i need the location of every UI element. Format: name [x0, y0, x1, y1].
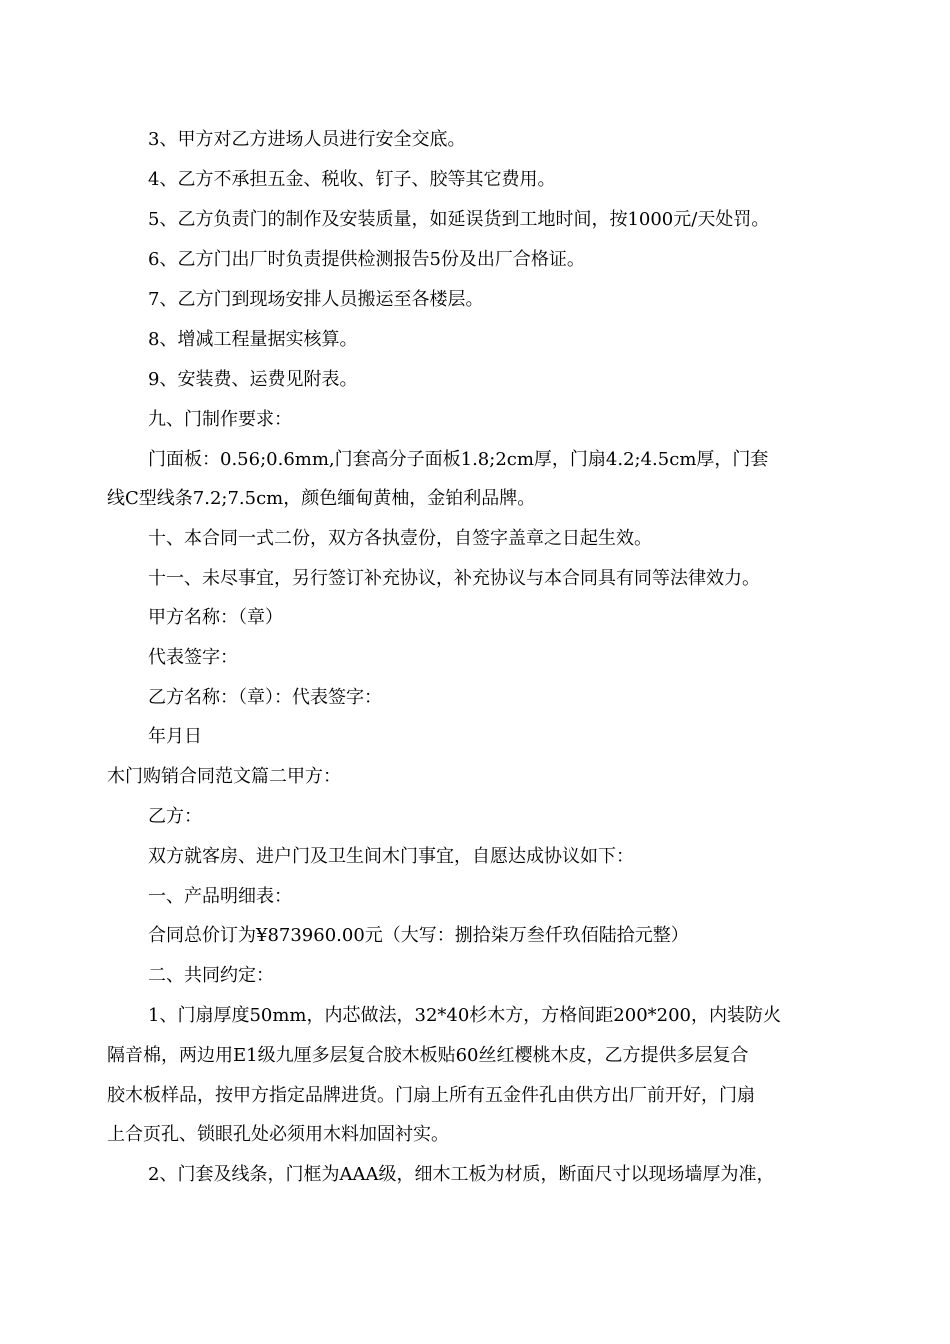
section-heading-2: 二、共同约定：	[148, 965, 274, 986]
clause-6: 6、乙方门出厂时负责提供检测报告5份及出厂合格证。	[148, 249, 585, 270]
door-panel-spec-line2: 线C型线条7.2;7.5cm，颜色缅甸黄柚，金铂利品牌。	[107, 488, 536, 509]
clause-7: 7、乙方门到现场安排人员搬运至各楼层。	[148, 289, 484, 310]
clause-3: 3、甲方对乙方进场人员进行安全交底。	[148, 129, 466, 150]
date-line: 年月日	[148, 726, 202, 747]
party-b-name: 乙方名称：（章）：代表签字：	[148, 687, 382, 708]
door-leaf-spec-line4: 上合页孔、锁眼孔处必须用木料加固衬实。	[107, 1124, 449, 1145]
party-a-name: 甲方名称：（章）	[148, 607, 283, 628]
section-heading-9: 九、门制作要求：	[148, 409, 292, 430]
section-heading-1: 一、产品明细表：	[148, 886, 292, 907]
party-b-label: 乙方：	[148, 806, 202, 827]
section-11: 十一、未尽事宜，另行签订补充协议，补充协议与本合同具有同等法律效力。	[148, 568, 760, 589]
representative-signature: 代表签字：	[148, 647, 238, 668]
contract-2-heading: 木门购销合同范文篇二甲方：	[107, 766, 341, 787]
door-leaf-spec-line3: 胶木板样品，按甲方指定品牌进货。门扇上所有五金件孔由供方出厂前开好，门扇	[107, 1085, 755, 1106]
clause-8: 8、增减工程量据实核算。	[148, 329, 358, 350]
door-leaf-spec-line1: 1、门扇厚度50mm，内芯做法，32*40杉木方，方格间距200*200，内装防火	[148, 1005, 782, 1026]
total-price: 合同总价订为¥873960.00元（大写：捌拾柒万叁仟玖佰陆拾元整）	[148, 925, 689, 946]
door-leaf-spec-line2: 隔音棉，两边用E1级九厘多层复合胶木板贴60丝红樱桃木皮，乙方提供多层复合	[107, 1045, 749, 1066]
door-frame-spec-line1: 2、门套及线条，门框为AAA级，细木工板为材质，断面尺寸以现场墙厚为准，	[148, 1164, 775, 1185]
clause-5: 5、乙方负责门的制作及安装质量，如延误货到工地时间，按1000元/天处罚。	[148, 209, 770, 230]
section-10: 十、本合同一式二份，双方各执壹份，自签字盖章之日起生效。	[148, 528, 652, 549]
clause-4: 4、乙方不承担五金、税收、钉子、胶等其它费用。	[148, 169, 556, 190]
clause-9: 9、安装费、运费见附表。	[148, 369, 358, 390]
door-panel-spec-line1: 门面板：0.56;0.6mm,门套高分子面板1.8;2cm厚，门扇4.2;4.5cm厚，门套	[148, 449, 769, 470]
agreement-intro: 双方就客房、进户门及卫生间木门事宜，自愿达成协议如下：	[148, 846, 634, 867]
